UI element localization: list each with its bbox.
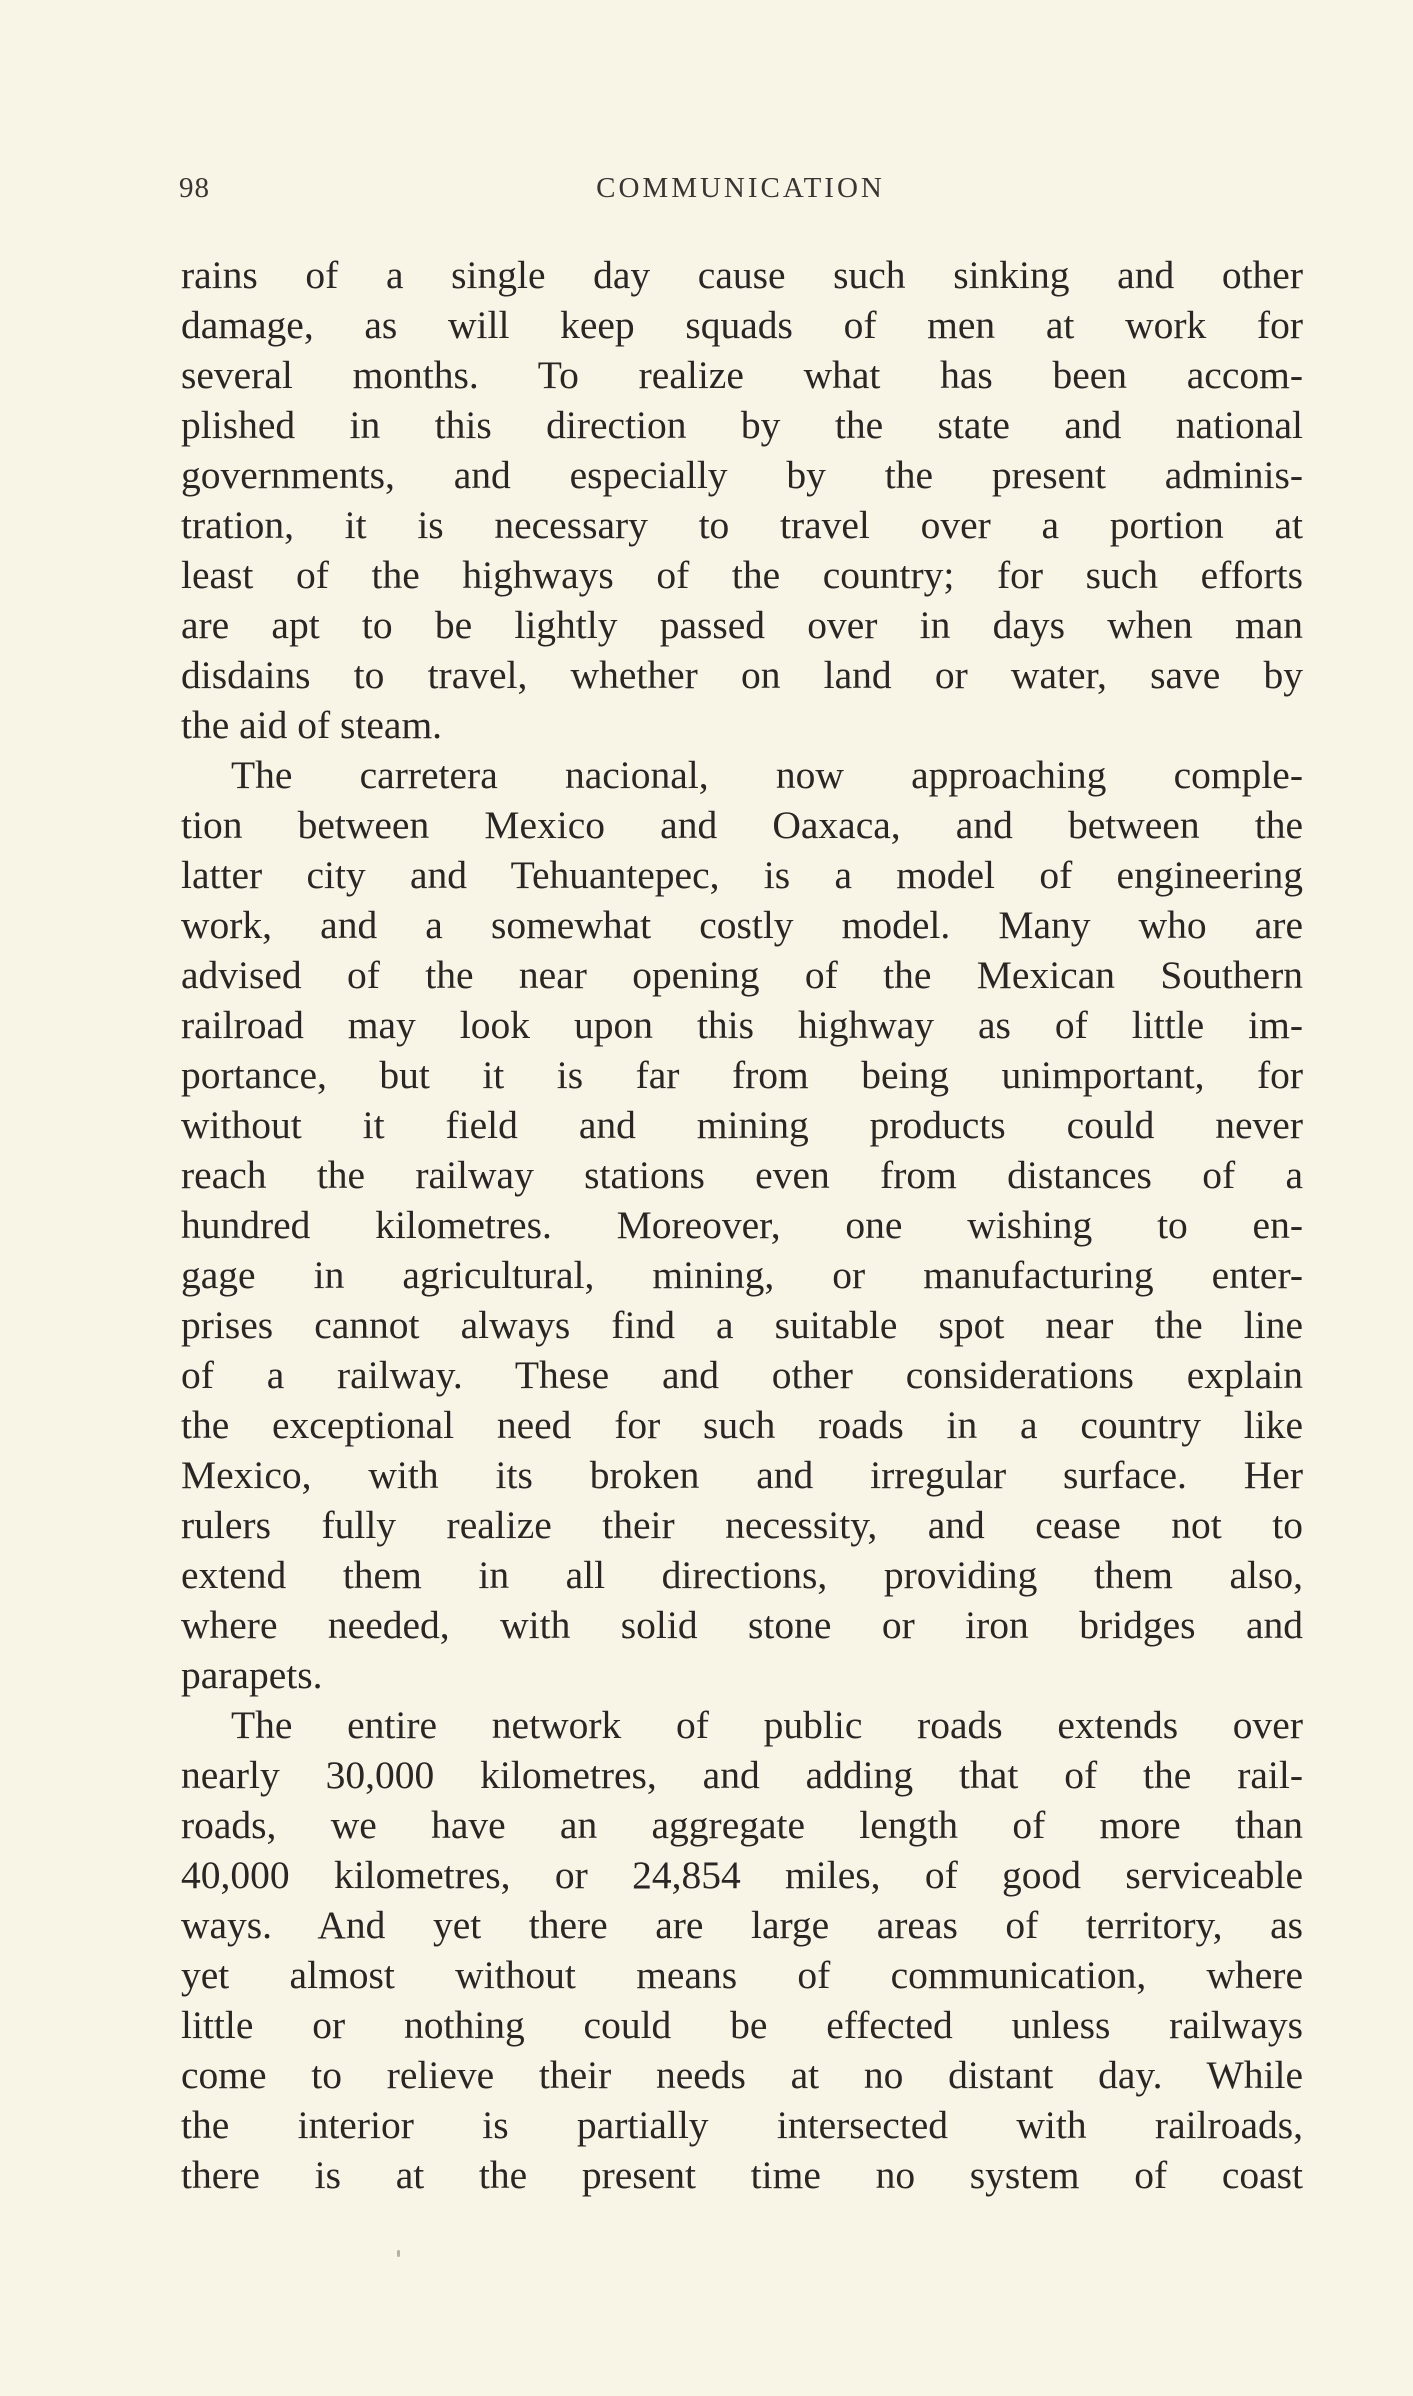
- text-line: portance, but it is far from being unimportant, for: [181, 1053, 1303, 1097]
- text-line: gage in agricultural, mining, or manufacturing enter-: [181, 1253, 1303, 1297]
- text-line: roads, we have an aggregate length of more than: [181, 1803, 1303, 1847]
- page-header: [179, 172, 1302, 212]
- text-line: several months. To realize what has been accom-: [181, 353, 1303, 397]
- text-line: little or nothing could be effected unless railways: [181, 2003, 1303, 2047]
- text-line: Mexico, with its broken and irregular surface. Her: [181, 1453, 1303, 1497]
- text-line: where needed, with solid stone or iron bridges and: [181, 1603, 1303, 1647]
- text-line: latter city and Tehuantepec, is a model of engineering: [181, 853, 1303, 897]
- text-line: are apt to be lightly passed over in days when man: [181, 603, 1303, 647]
- text-line: parapets.: [181, 1653, 323, 1697]
- text-line: the exceptional need for such roads in a country like: [181, 1403, 1303, 1447]
- text-line: prises cannot always find a suitable spot near the line: [181, 1303, 1303, 1347]
- text-line: without it field and mining products could never: [181, 1103, 1303, 1147]
- text-line: ways. And yet there are large areas of territory, as: [181, 1903, 1303, 1947]
- page-number: 98: [179, 172, 210, 204]
- text-line: extend them in all directions, providing them also,: [181, 1553, 1303, 1597]
- text-line: nearly 30,000 kilometres, and adding that of the rail-: [181, 1753, 1303, 1797]
- text-line: disdains to travel, whether on land or water, save by: [181, 653, 1303, 697]
- text-line: tration, it is necessary to travel over a portion at: [181, 503, 1303, 547]
- text-line: least of the highways of the country; for such efforts: [181, 553, 1303, 597]
- text-line: 40,000 kilometres, or 24,854 miles, of good serviceable: [181, 1853, 1303, 1897]
- text-line: rains of a single day cause such sinking and other: [181, 253, 1303, 297]
- text-line: hundred kilometres. Moreover, one wishing to en-: [181, 1203, 1303, 1247]
- text-line: the interior is partially intersected with railroads,: [181, 2103, 1303, 2147]
- text-line: The entire network of public roads extends over: [231, 1703, 1303, 1747]
- text-line: yet almost without means of communication, where: [181, 1953, 1303, 1997]
- text-line: work, and a somewhat costly model. Many who are: [181, 903, 1303, 947]
- text-line: plished in this direction by the state and national: [181, 403, 1303, 447]
- text-line: damage, as will keep squads of men at work for: [181, 303, 1303, 347]
- paper-speck: [397, 2250, 400, 2257]
- text-line: advised of the near opening of the Mexican Southern: [181, 953, 1303, 997]
- text-line: there is at the present time no system of coast: [181, 2153, 1303, 2197]
- text-line: rulers fully realize their necessity, and cease not to: [181, 1503, 1303, 1547]
- text-line: tion between Mexico and Oaxaca, and between the: [181, 803, 1303, 847]
- text-line: reach the railway stations even from distances of a: [181, 1153, 1303, 1197]
- text-line: of a railway. These and other considerations explain: [181, 1353, 1303, 1397]
- text-line: The carretera nacional, now approaching comple-: [231, 753, 1303, 797]
- body-text: [181, 250, 1303, 2200]
- text-line: railroad may look upon this highway as of little im-: [181, 1003, 1303, 1047]
- running-head: COMMUNICATION: [596, 172, 885, 204]
- text-line: governments, and especially by the present adminis-: [181, 453, 1303, 497]
- text-line: come to relieve their needs at no distant day. While: [181, 2053, 1303, 2097]
- text-line: the aid of steam.: [181, 703, 443, 747]
